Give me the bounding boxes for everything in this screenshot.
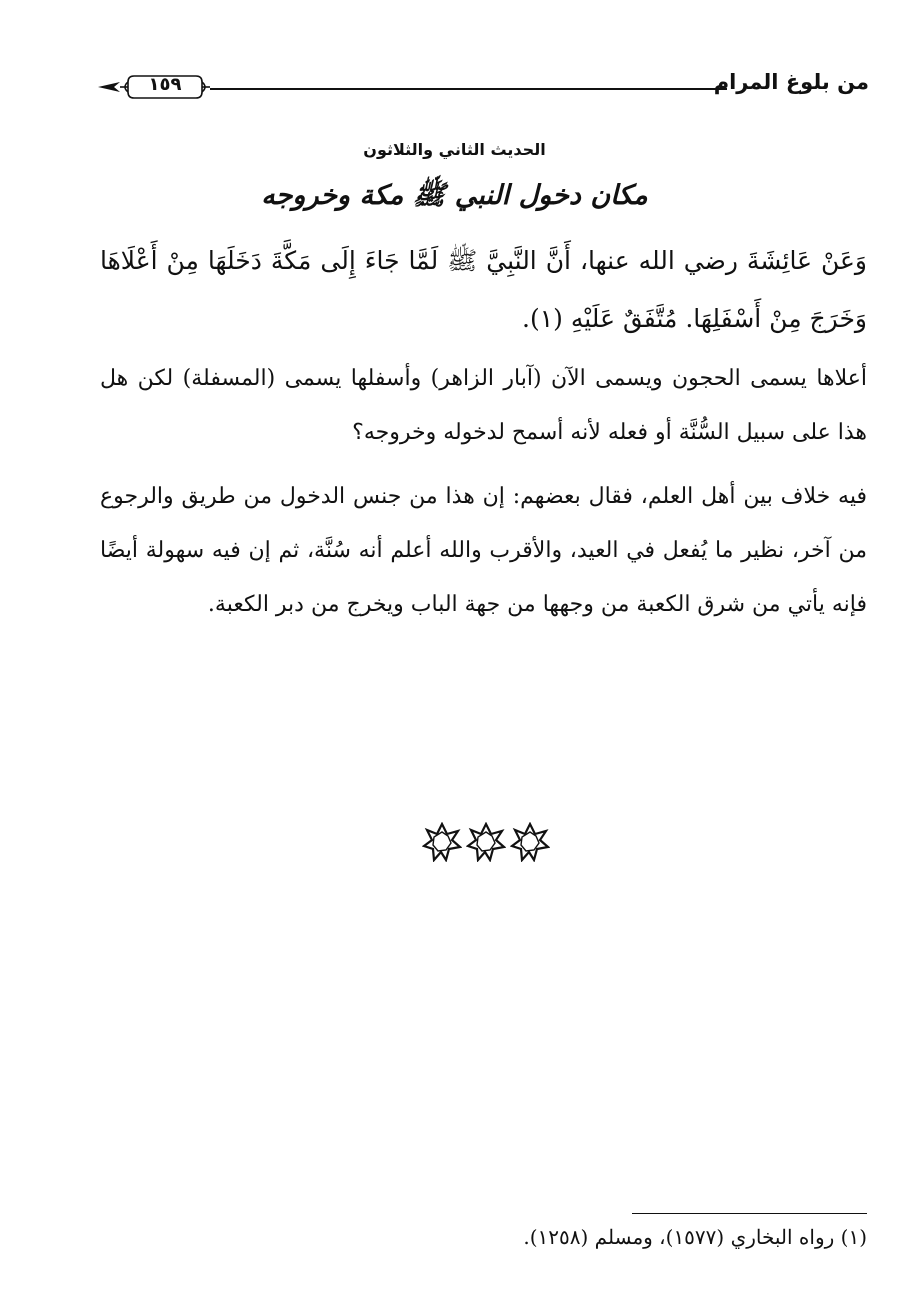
section-ornament (400, 822, 560, 872)
eight-point-star-icon (422, 822, 462, 862)
commentary-paragraph-1: أعلاها يسمى الحجون ويسمى الآن (آبار الزاهر) وأسفلها يسمى (المسفلة) لكن هل هذا على سبيل السُّنَّة أو فعله لأنه أسمح لدخوله وخروجه؟ (100, 366, 867, 445)
hadith-text: وَعَنْ عَائِشَةَ رضي الله عنها، أَنَّ النَّبِيَّ ﷺ لَمَّا جَاءَ إِلَى مَكَّةَ دَخَلَهَا مِنْ أَعْلَاهَا وَخَرَجَ مِنْ أَسْفَلِهَا. مُتَّفَقٌ عَلَيْهِ (١). (100, 246, 867, 333)
footnote: (١) رواه البخاري (١٥٧٧)، ومسلم (١٢٥٨). (523, 1225, 867, 1249)
running-title: من بلوغ المرام (713, 70, 869, 94)
page-number-badge (120, 72, 210, 102)
eight-point-star-icon (466, 822, 506, 862)
header-rule (210, 88, 727, 90)
footnote-rule (632, 1213, 867, 1214)
page-header (100, 66, 869, 106)
hadith-title: مكان دخول النبي ﷺ مكة وخروجه (261, 180, 648, 211)
page-number: ١٥٩ (148, 74, 182, 95)
hadith-number: الحديث الثاني والثلاثون (363, 140, 546, 159)
commentary-paragraph-2: فيه خلاف بين أهل العلم، فقال بعضهم: إن هذا من جنس الدخول من طريق والرجوع من آخر، نظير ما يُفعل في العيد، والأقرب والله أعلم أنه سُنَّة، ثم إن فيه سهولة أيضًا فإنه يأتي من شرق الكعبة من وجهها من جهة الباب ويخرج من دبر الكعبة. (100, 484, 867, 617)
eight-point-star-icon (510, 822, 550, 862)
header-arrow-icon (98, 81, 120, 93)
